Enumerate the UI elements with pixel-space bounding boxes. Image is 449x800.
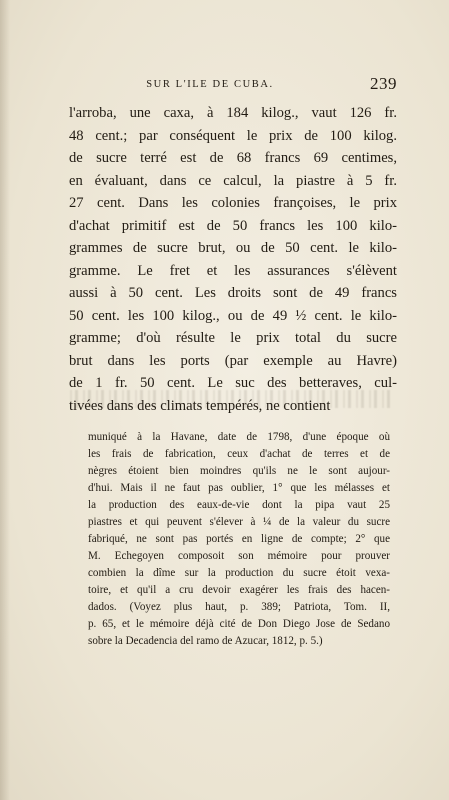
footnote-line: combien la dîme sur la production du sucre étoit vexa- [88, 567, 390, 579]
body-line: grammes de sucre brut, ou de 50 cent. le kilo- [69, 240, 397, 256]
body-line: de sucre terré est de 68 francs 69 centimes, [69, 150, 397, 166]
body-line: aussi à 50 cent. Les droits sont de 49 francs [69, 285, 397, 301]
footnote-line: dados. (Voyez plus haut, p. 389; Patriota, Tom. II, [88, 601, 390, 613]
footnote-line: M. Echegoyen composoit son mémoire pour prouver [88, 550, 390, 562]
footnote-line: nègres étoient bien moindres qu'ils ne le sont aujour- [88, 465, 390, 477]
body-line: l'arroba, une caxa, à 184 kilog., vaut 126 fr. [69, 105, 397, 121]
running-head: SUR L'ILE DE CUBA. [146, 79, 274, 90]
body-line: d'achat primitif est de 50 francs les 100 kilo- [69, 217, 397, 234]
footnote-line: toire, et qu'il a cru devoir exagérer les frais des hacen- [88, 584, 390, 596]
footnote-line: piastres et qui peuvent s'élever à ¼ de la valeur du sucre [88, 516, 390, 528]
footnote-line: les frais de fabrication, ceux d'achat de terres et de [88, 448, 390, 460]
footnote [88, 429, 390, 650]
gutter-shadow [0, 0, 10, 800]
footnote-line: p. 65, et le mémoire déjà cité de Don Diego Jose de Sedano [88, 618, 390, 630]
body-line: 50 cent. les 100 kilog., ou de 49 ½ cent. le kilo- [69, 307, 397, 324]
body-text [69, 102, 397, 417]
footnote-line: muniqué à la Havane, date de 1798, d'une époque où [88, 431, 390, 443]
page-number: 239 [370, 74, 397, 93]
body-line: tivées dans des climats tempérés, ne contient [69, 397, 331, 414]
body-line: gramme. Le fret et les assurances s'élèvent [69, 262, 397, 279]
footnote-line: fabriqué, ne sont pas portés en ligne de compte; 2° que [88, 533, 390, 545]
body-line: en évaluant, dans ce calcul, la piastre à 5 fr. [69, 172, 397, 189]
body-line: 27 cent. Dans les colonies françoises, le prix [69, 195, 397, 211]
body-line: 48 cent.; par conséquent le prix de 100 kilog. [69, 127, 397, 144]
show-through-text [70, 390, 390, 408]
body-line: gramme; d'où résulte le prix total du sucre [69, 330, 397, 346]
body-line: brut dans les ports (par exemple au Havre) [69, 352, 397, 369]
footnote-line: la production des eaux-de-vie dont la pipa vaut 25 [88, 499, 390, 511]
footnote-line: sobre la Decadencia del ramo de Azucar, 1812, p. 5.) [88, 635, 323, 647]
footnote-line: d'hui. Mais il ne faut pas oublier, 1° que les mélasses et [88, 482, 390, 494]
body-line: de 1 fr. 50 cent. Le suc des betteraves, cul- [69, 375, 397, 391]
